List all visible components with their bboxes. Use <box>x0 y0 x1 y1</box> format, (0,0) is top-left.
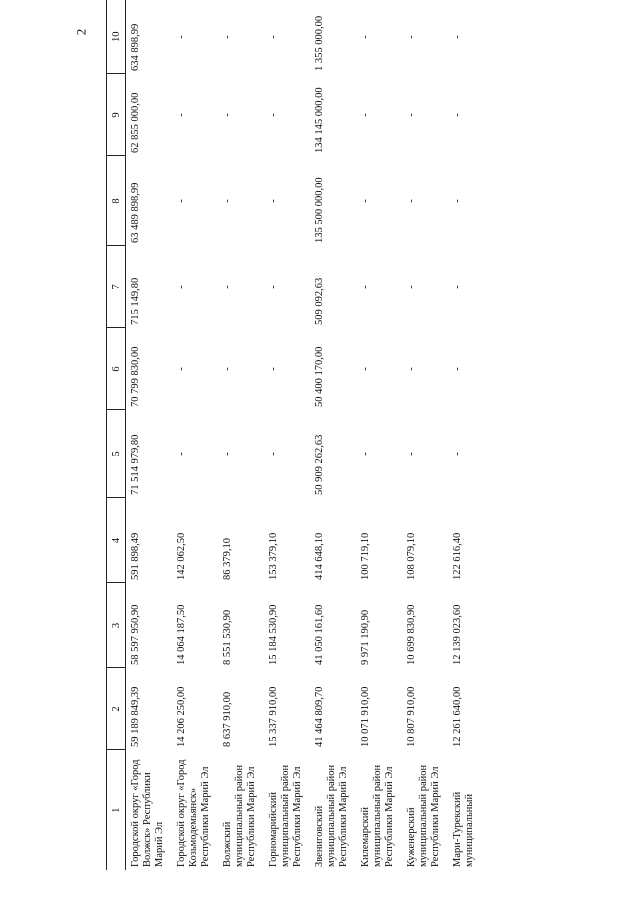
column-header-8: 8 <box>107 156 126 246</box>
table-cell: 1 355 000,00 <box>314 15 325 71</box>
table-cell: 12 261 640,00 <box>452 686 463 747</box>
table-cell: - <box>360 199 371 203</box>
table-cell: 9 971 190,90 <box>360 609 371 665</box>
table-cell: 86 379,10 <box>222 538 233 580</box>
table-cell: 41 050 161,60 <box>314 604 325 665</box>
table-row <box>172 0 218 870</box>
column-header-4: 4 <box>107 498 126 583</box>
table-cell: 15 337 910,00 <box>268 686 279 747</box>
table-cell: - <box>452 199 463 203</box>
table-cell: - <box>452 113 463 117</box>
table-row <box>402 0 448 870</box>
table-cell: - <box>222 452 233 456</box>
table-cell: 10 071 910,00 <box>360 686 371 747</box>
table-cell: 10 807 910,00 <box>406 686 417 747</box>
table-cell: 62 855 000,00 <box>130 92 141 153</box>
column-header-10: 10 <box>107 0 126 74</box>
table-cell: 41 464 809,70 <box>314 686 325 747</box>
table-cell: 122 616,40 <box>452 532 463 580</box>
table-cell: - <box>406 452 417 456</box>
table-cell: - <box>360 452 371 456</box>
table-cell: 715 149,80 <box>130 277 141 325</box>
table-cell: - <box>176 113 187 117</box>
table-cell: 63 489 898,99 <box>130 182 141 243</box>
table-cell: 58 597 950,90 <box>130 604 141 665</box>
table-cell: 414 648,10 <box>314 532 325 580</box>
municipality-name: Горномарийский муниципальный район Республики Марий Эл <box>268 764 303 867</box>
table-cell: 50 400 170,00 <box>314 346 325 407</box>
table-cell: 153 379,10 <box>268 532 279 580</box>
table-cell: - <box>406 367 417 371</box>
page-number: 2 <box>73 28 89 36</box>
rotated-table-container <box>106 15 636 870</box>
table-cell: 50 909 262,63 <box>314 434 325 495</box>
table-cell: - <box>222 35 233 39</box>
table-row <box>264 0 310 870</box>
municipality-name: Городской округ «Город Волжск» Республики Марий Эл <box>130 759 165 867</box>
table-cell: - <box>360 367 371 371</box>
table-cell: - <box>268 452 279 456</box>
table-cell: - <box>360 35 371 39</box>
municipality-name: Мари-Турекский муниципальный <box>452 791 475 867</box>
table-cell: - <box>268 113 279 117</box>
table-cell: - <box>406 113 417 117</box>
table-cell: - <box>360 113 371 117</box>
table-cell: - <box>268 367 279 371</box>
table-cell: - <box>268 199 279 203</box>
table-cell: - <box>268 285 279 289</box>
table-cell: - <box>176 452 187 456</box>
table-row <box>126 0 173 870</box>
column-header-3: 3 <box>107 583 126 668</box>
table-body <box>126 0 483 870</box>
table-row <box>356 0 402 870</box>
table-cell: 59 189 849,39 <box>130 686 141 747</box>
table-row <box>218 0 264 870</box>
table-cell: - <box>222 199 233 203</box>
table-cell: 135 500 000,00 <box>314 177 325 243</box>
table-cell: - <box>222 285 233 289</box>
municipality-name: Килемарский муниципальный район Республики Марий Эл <box>360 764 395 867</box>
table-cell: 12 139 023,60 <box>452 604 463 665</box>
table-cell: 108 079,10 <box>406 532 417 580</box>
table-cell: 8 637 910,00 <box>222 691 233 747</box>
column-header-7: 7 <box>107 246 126 328</box>
table-cell: - <box>222 367 233 371</box>
table-cell: - <box>452 452 463 456</box>
table-cell: - <box>176 285 187 289</box>
table-cell: - <box>176 35 187 39</box>
municipality-name: Волжский муниципальный район Республики Марий Эл <box>222 764 257 867</box>
table-cell: - <box>360 285 371 289</box>
table-cell: - <box>268 35 279 39</box>
table-cell: 591 898,49 <box>130 532 141 580</box>
table-cell: - <box>176 199 187 203</box>
budget-table <box>106 0 482 870</box>
table-cell: 71 514 979,80 <box>130 434 141 495</box>
table-cell: 134 145 000,00 <box>314 87 325 153</box>
table-cell: 142 062,50 <box>176 532 187 580</box>
table-cell: - <box>406 199 417 203</box>
column-header-2: 2 <box>107 668 126 750</box>
table-cell: 509 092,63 <box>314 277 325 325</box>
column-header-1: 1 <box>107 750 126 870</box>
municipality-name: Звениговский муниципальный район Республики Марий Эл <box>314 764 349 867</box>
table-cell: 8 551 530,90 <box>222 609 233 665</box>
table-cell: - <box>222 113 233 117</box>
table-cell: - <box>452 367 463 371</box>
table-cell: 634 898,99 <box>130 23 141 71</box>
table-cell: - <box>452 285 463 289</box>
column-header-5: 5 <box>107 410 126 498</box>
municipality-name: Куженерский муниципальный район Республики Марий Эл <box>406 764 441 867</box>
table-row <box>448 0 482 870</box>
municipality-name: Городской округ «Город Козьмодемьянск» Республики Марий Эл <box>176 759 211 867</box>
table-row <box>310 0 356 870</box>
table-cell: - <box>406 35 417 39</box>
header-row <box>107 0 126 870</box>
column-header-6: 6 <box>107 328 126 410</box>
table-cell: 15 184 530,90 <box>268 604 279 665</box>
column-header-9: 9 <box>107 74 126 156</box>
table-cell: 14 206 250,00 <box>176 686 187 747</box>
table-cell: 10 699 830,90 <box>406 604 417 665</box>
table-cell: - <box>176 367 187 371</box>
table-cell: - <box>452 35 463 39</box>
table-cell: 100 719,10 <box>360 532 371 580</box>
table-cell: 14 064 187,50 <box>176 604 187 665</box>
table-cell: 70 799 830,00 <box>130 346 141 407</box>
table-cell: - <box>406 285 417 289</box>
